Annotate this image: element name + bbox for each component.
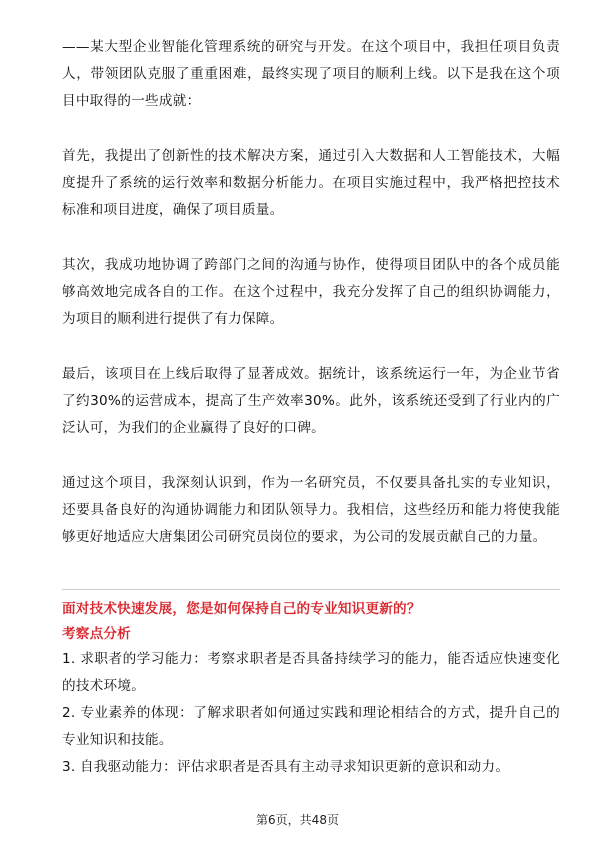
analysis-heading: 考察点分析 [62, 626, 131, 642]
answer-body [62, 34, 560, 551]
paragraph-last: 最后，该项目在上线后取得了显著成效。据统计，该系统运行一年，为企业节省了约30%的运营成本，提高了生产效率30%。此外，该系统还受到了行业内的广泛认可，为我们的企业赢得了良好的口碑。 [62, 366, 560, 436]
paragraph-second: 其次，我成功地协调了跨部门之间的沟通与协作，使得项目团队中的各个成员能够高效地完成各自的工作。在这个过程中，我充分发挥了自己的组织协调能力，为项目的顺利进行提供了有力保障。 [62, 257, 560, 327]
analysis-point: 3. 自我驱动能力：评估求职者是否具有主动寻求知识更新的意识和动力。 [62, 759, 510, 775]
page-number: 第6页，共48页 [256, 813, 339, 827]
section-divider [62, 589, 560, 590]
question-section [62, 596, 560, 781]
paragraph-conclusion: 通过这个项目，我深刻认识到，作为一名研究员，不仅要具备扎实的专业知识，还要具备良好的沟通协调能力和团队领导力。我相信，这些经历和能力将使我能够更好地适应大唐集团公司研究员岗位的要求，为公司的发展贡献自己的力量。 [62, 475, 560, 545]
paragraph-first: 首先，我提出了创新性的技术解决方案，通过引入大数据和人工智能技术，大幅度提升了系统的运行效率和数据分析能力。在项目实施过程中，我严格把控技术标准和项目进度，确保了项目质量。 [62, 148, 560, 218]
paragraph-project-intro: ——某大型企业智能化管理系统的研究与开发。在这个项目中，我担任项目负责人，带领团队克服了重重困难，最终实现了项目的顺利上线。以下是我在这个项目中取得的一些成就： [62, 39, 560, 109]
analysis-point: 2. 专业素养的体现：了解求职者如何通过实践和理论相结合的方式，提升自己的专业知识和技能。 [62, 705, 560, 748]
analysis-point: 1. 求职者的学习能力：考察求职者是否具备持续学习的能力，能否适应快速变化的技术环境。 [62, 651, 560, 694]
question-title: 面对技术快速发展，您是如何保持自己的专业知识更新的？ [62, 601, 421, 617]
